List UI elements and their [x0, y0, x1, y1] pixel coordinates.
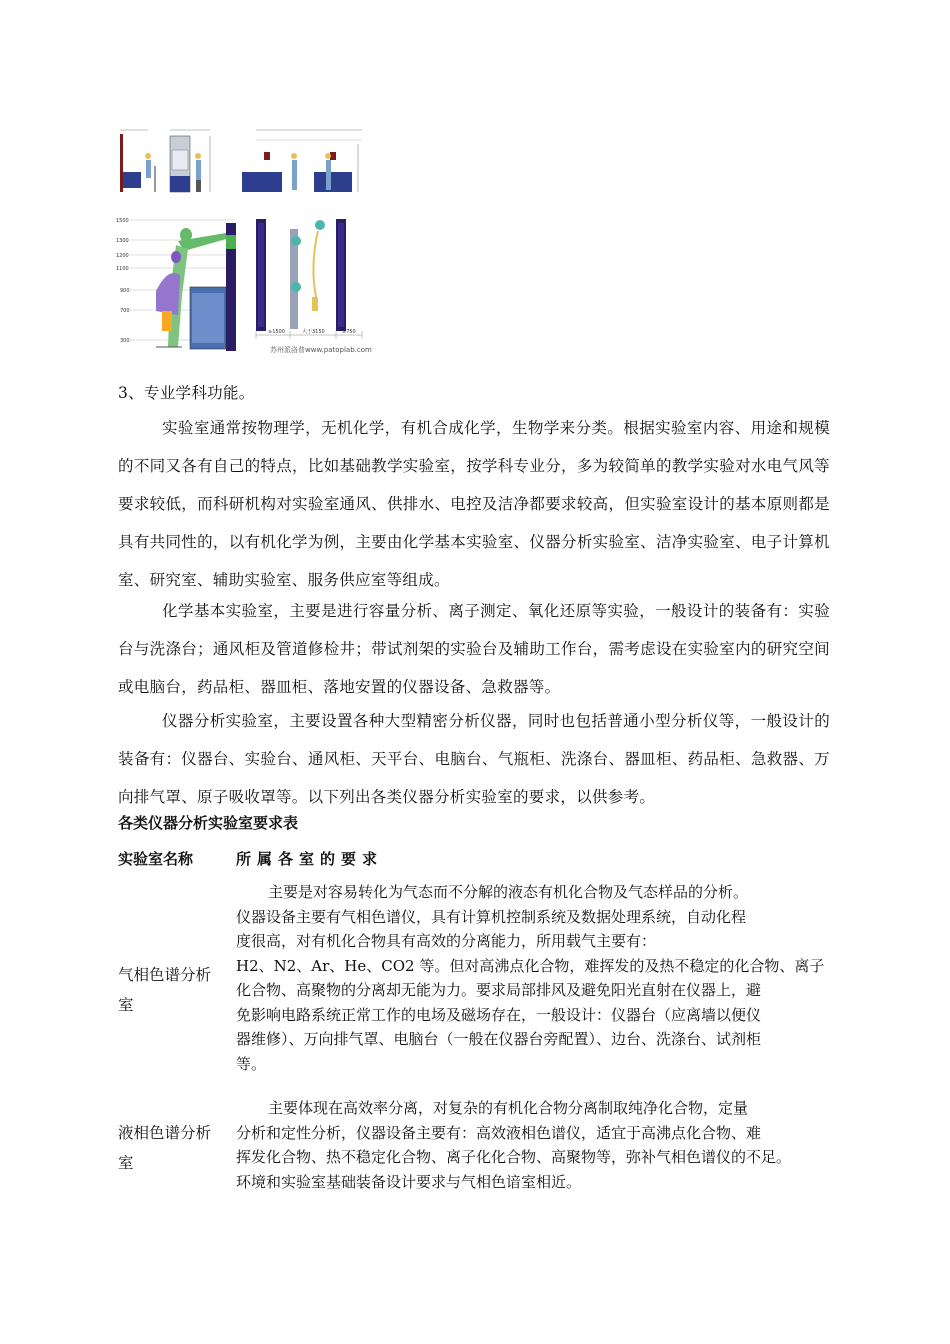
- fume-hood-panel: [170, 130, 210, 192]
- table-cell-line: 度很高，对有机化合物具有高效的分离能力，所用载气主要有：: [236, 932, 657, 950]
- tick-label: 1100: [116, 266, 129, 272]
- section-heading: 3、专业学科功能。: [118, 384, 255, 402]
- island-bench-panel: [242, 130, 362, 192]
- table-row-name: [118, 960, 230, 1020]
- table-title: 各类仪器分析实验室要求表: [118, 814, 299, 832]
- table-cell-line: 主要体现在高效率分离，对复杂的有机化合物分离制取纯净化合物，定量: [268, 1099, 749, 1117]
- paragraph-lab-classification: 实验室通常按物理学，无机化学，有机合成化学，生物学来分类。根据实验室内容、用途和规模的不同又各有自己的特点，比如基础教学实验室，按学科专业分，多为较简单的教学实验对水电气风等要求较低，而科研机构对实验室通风、供排水、电控及洁净都要求较高，但实验室设计的基本原则都是具有共同性的，以有机化学为例，主要由化学基本实验室、仪器分析实验室、洁净实验室、电子计算机室、研究室、辅助实验室、服务供应室等组成。: [118, 419, 830, 589]
- lab-bench-elevation-figure: [118, 126, 362, 200]
- table-cell-line: H2、N2、Ar、He、CO2 等。但对高沸点化合物，难挥发的及热不稳定的化合物、离子: [236, 956, 825, 975]
- table-cell-line: 室: [118, 996, 134, 1014]
- figure-watermark: 苏州派洛普www.patoplab.com: [270, 346, 372, 354]
- table-cell-line: 环境和实验室基础装备设计要求与气相色谙室相近。: [236, 1172, 582, 1191]
- table-cell-line: 器维修）、万向排气罩、电脑台（一般在仪器台旁配置）、边台、洗涤台、试剂柜: [236, 1030, 762, 1048]
- tick-label: 700: [120, 308, 130, 314]
- table-cell-line: 室: [118, 1154, 134, 1172]
- table-cell-line: 分析和定性分析，仪器设备主要有：高效液相色谱仪，适宜于高沸点化合物、难: [236, 1123, 762, 1142]
- tick-label: 1500: [116, 218, 129, 224]
- table-row-description: [236, 880, 836, 1076]
- tick-label: 900: [120, 288, 130, 294]
- tick-label: 1200: [116, 253, 129, 259]
- paragraph-instrument-analysis-lab: 仪器分析实验室，主要设置各种大型精密分析仪器，同时也包括普通小型分析仪等，一般设计的装备有：仪器台、实验台、通风柜、天平台、电脑台、气瓶柜、洗涤台、器皿柜、药品柜、急救器、万向排气罩、原子吸收罩等。以下列出各类仪器分析实验室的要求，以供参考。: [118, 712, 830, 806]
- dimension-label: 大于3150: [302, 329, 325, 335]
- table-header-lab-name: 实验室名称: [118, 850, 194, 868]
- table-cell-line: 主要是对容易转化为气态而不分解的液态有机化合物及气态样品的分析。: [268, 883, 749, 901]
- tick-label: 300: [120, 338, 130, 344]
- table-cell-line: 免影响电路系统正常工作的电场及磁场存在，一般设计：仪器台（应离墙以便仪: [236, 1005, 762, 1024]
- paragraph-chemistry-basic-lab: 化学基本实验室，主要是进行容量分析、离子测定、氧化还原等实验，一般设计的装备有：实验台与洗涤台；通风柜及管道修检井；带试剂架的实验台及辅助工作台，需考虑设在实验室内的研究空间或电脑台，药品柜、器皿柜、落地安置的仪器设备、急救器等。: [118, 602, 830, 696]
- table-cell-line: 液相色谱分析: [118, 1124, 212, 1142]
- ergonomic-height-figure: [116, 215, 240, 355]
- table-cell-line: 仪器设备主要有气相色谱仪，具有计算机控制系统及数据处理系统，自动化程: [236, 907, 747, 926]
- table-row-name: [118, 1118, 230, 1178]
- wall-bench-panel: [120, 130, 156, 192]
- table-cell-line: 等。: [236, 1054, 267, 1073]
- table-cell-line: 气相色谱分析: [118, 966, 212, 984]
- dimension-label: ≥1500: [268, 329, 285, 335]
- tick-label: 1300: [116, 238, 129, 244]
- table-cell-line: 化合物、高聚物的分离却无能为力。要求局部排风及避免阳光直射在仪器上，避: [236, 981, 762, 999]
- table-row-description: [236, 1096, 836, 1194]
- dimension-label: ≥750: [342, 329, 356, 335]
- table-header-requirements: 所属各室的要求: [236, 850, 384, 868]
- table-cell-line: 挥发化合物、热不稳定化合物、离子化化合物、高聚物等，弥补气相色谱仪的不足。: [236, 1148, 792, 1166]
- lab-plan-view-figure: [254, 215, 364, 355]
